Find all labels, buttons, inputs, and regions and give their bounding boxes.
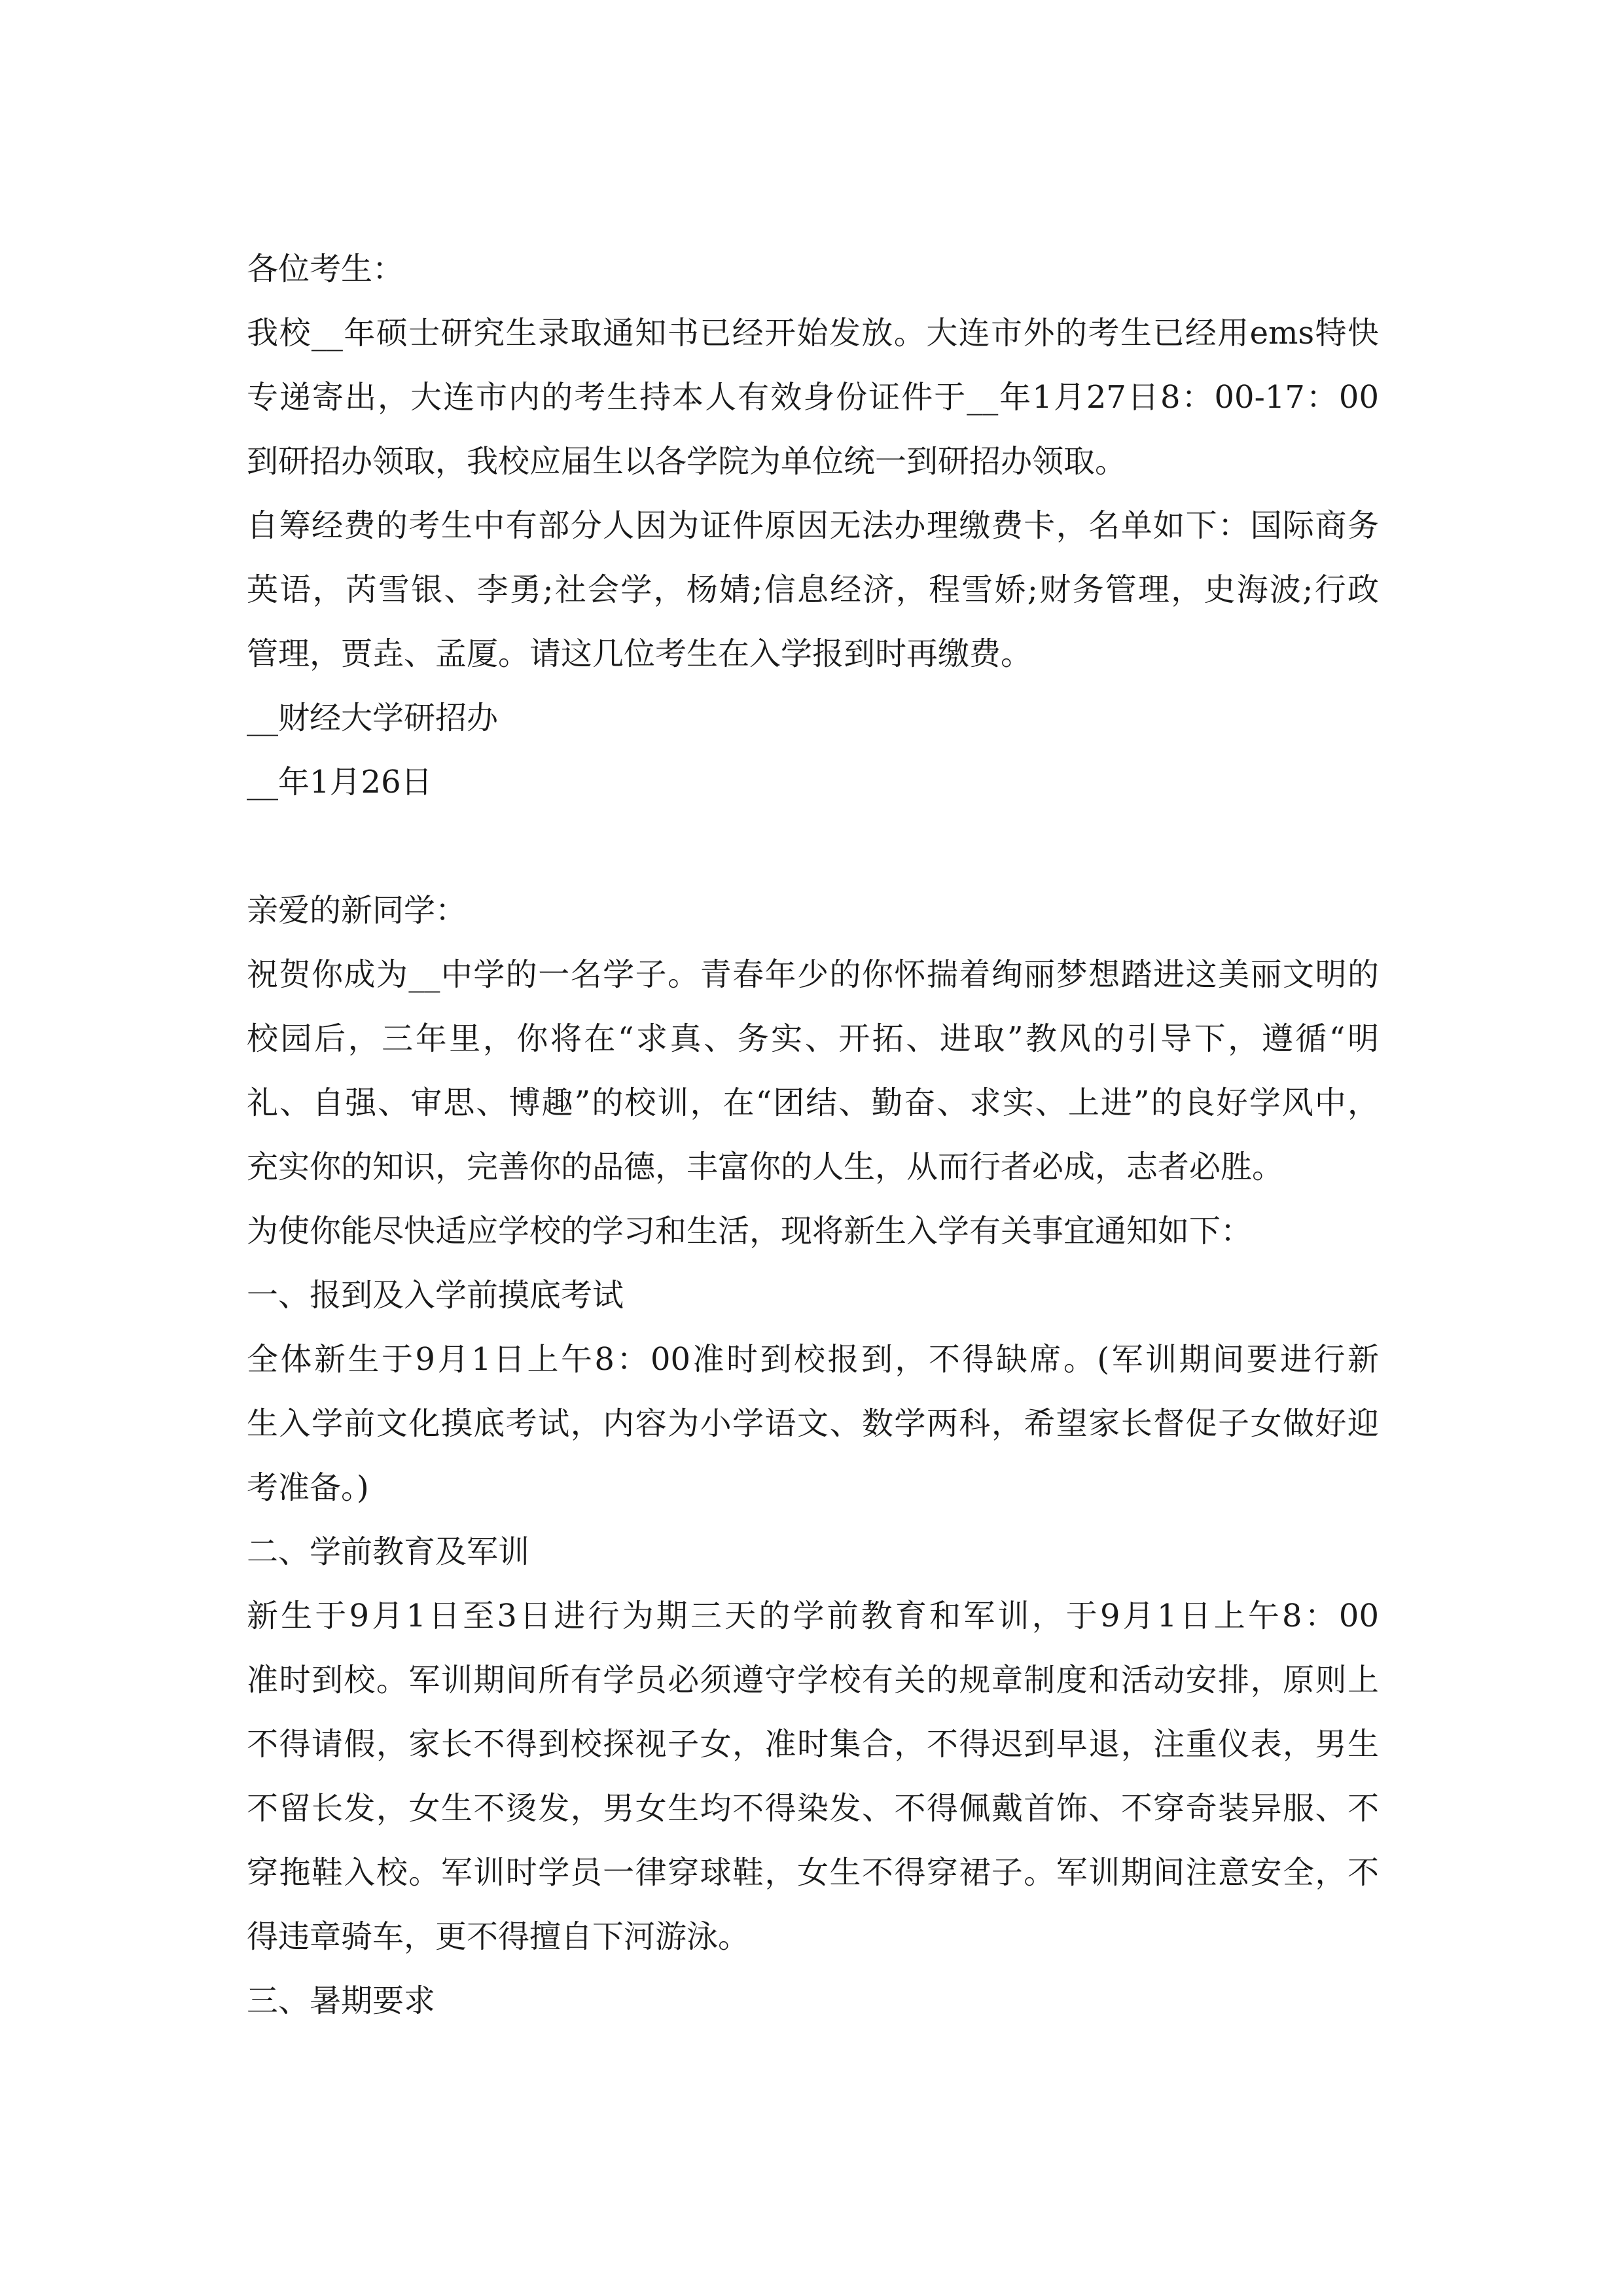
letter2-line: 穿拖鞋入校。军训时学员一律穿球鞋，女生不得穿裙子。军训期间注意安全，不 [247,1854,1379,1891]
section-heading: 一、报到及入学前摸底考试 [247,1277,624,1314]
letter1-line: 我校__年硕士研究生录取通知书已经开始发放。大连市外的考生已经用ems特快 [247,315,1379,351]
letter1-line: 到研招办领取，我校应届生以各学院为单位统一到研招办领取。 [247,443,1127,480]
letter1-date: __年1月26日 [247,764,433,800]
letter1-line: 英语，芮雪银、李勇;社会学，杨婧;信息经济，程雪娇;财务管理，史海波;行政 [247,571,1379,608]
letter2-salutation: 亲爱的新同学： [247,892,467,929]
letter2-line: 新生于9月1日至3日进行为期三天的学前教育和军训，于9月1日上午8：00 [247,1598,1379,1634]
document-page [247,237,1379,2033]
letter1-salutation: 各位考生： [247,251,404,287]
letter1-line: 自筹经费的考生中有部分人因为证件原因无法办理缴费卡，名单如下：国际商务 [247,507,1379,544]
section-heading: 三、暑期要求 [247,1982,436,2019]
letter2-line: 校园后，三年里，你将在“求真、务实、开拓、进取”教风的引导下，遵循“明 [247,1020,1379,1057]
letter2-line: 不得请假，家长不得到校探视子女，准时集合，不得迟到早退，注重仪表，男生 [247,1726,1379,1763]
letter2-line: 礼、自强、审思、博趣”的校训，在“团结、勤奋、求实、上进”的良好学风中， [247,1085,1379,1121]
letter2-line: 考准备。) [247,1469,369,1506]
section-heading: 二、学前教育及军训 [247,1534,530,1570]
letter2-line: 得违章骑车，更不得擅自下河游泳。 [247,1918,750,1955]
section-gap [247,814,1379,878]
letter2-line: 充实你的知识，完善你的品德，丰富你的人生，从而行者必成，志者必胜。 [247,1149,1284,1185]
letter1-line: 专递寄出，大连市内的考生持本人有效身份证件于__年1月27日8：00-17：00 [247,379,1379,416]
letter2-line: 为使你能尽快适应学校的学习和生活，现将新生入学有关事宜通知如下： [247,1213,1253,1249]
letter1-line: 管理，贾垚、孟厦。请这几位考生在入学报到时再缴费。 [247,636,1033,672]
letter2-line: 祝贺你成为__中学的一名学子。青春年少的你怀揣着绚丽梦想踏进这美丽文明的 [247,956,1379,993]
letter2-line: 准时到校。军训期间所有学员必须遵守学校有关的规章制度和活动安排，原则上 [247,1662,1379,1698]
letter2-line: 生入学前文化摸底考试，内容为小学语文、数学两科，希望家长督促子女做好迎 [247,1405,1379,1442]
letter2-line: 全体新生于9月1日上午8：00准时到校报到，不得缺席。(军训期间要进行新 [247,1341,1379,1378]
letter2-line: 不留长发，女生不烫发，男女生均不得染发、不得佩戴首饰、不穿奇装异服、不 [247,1790,1379,1827]
letter1-signature: __财经大学研招办 [247,700,499,736]
